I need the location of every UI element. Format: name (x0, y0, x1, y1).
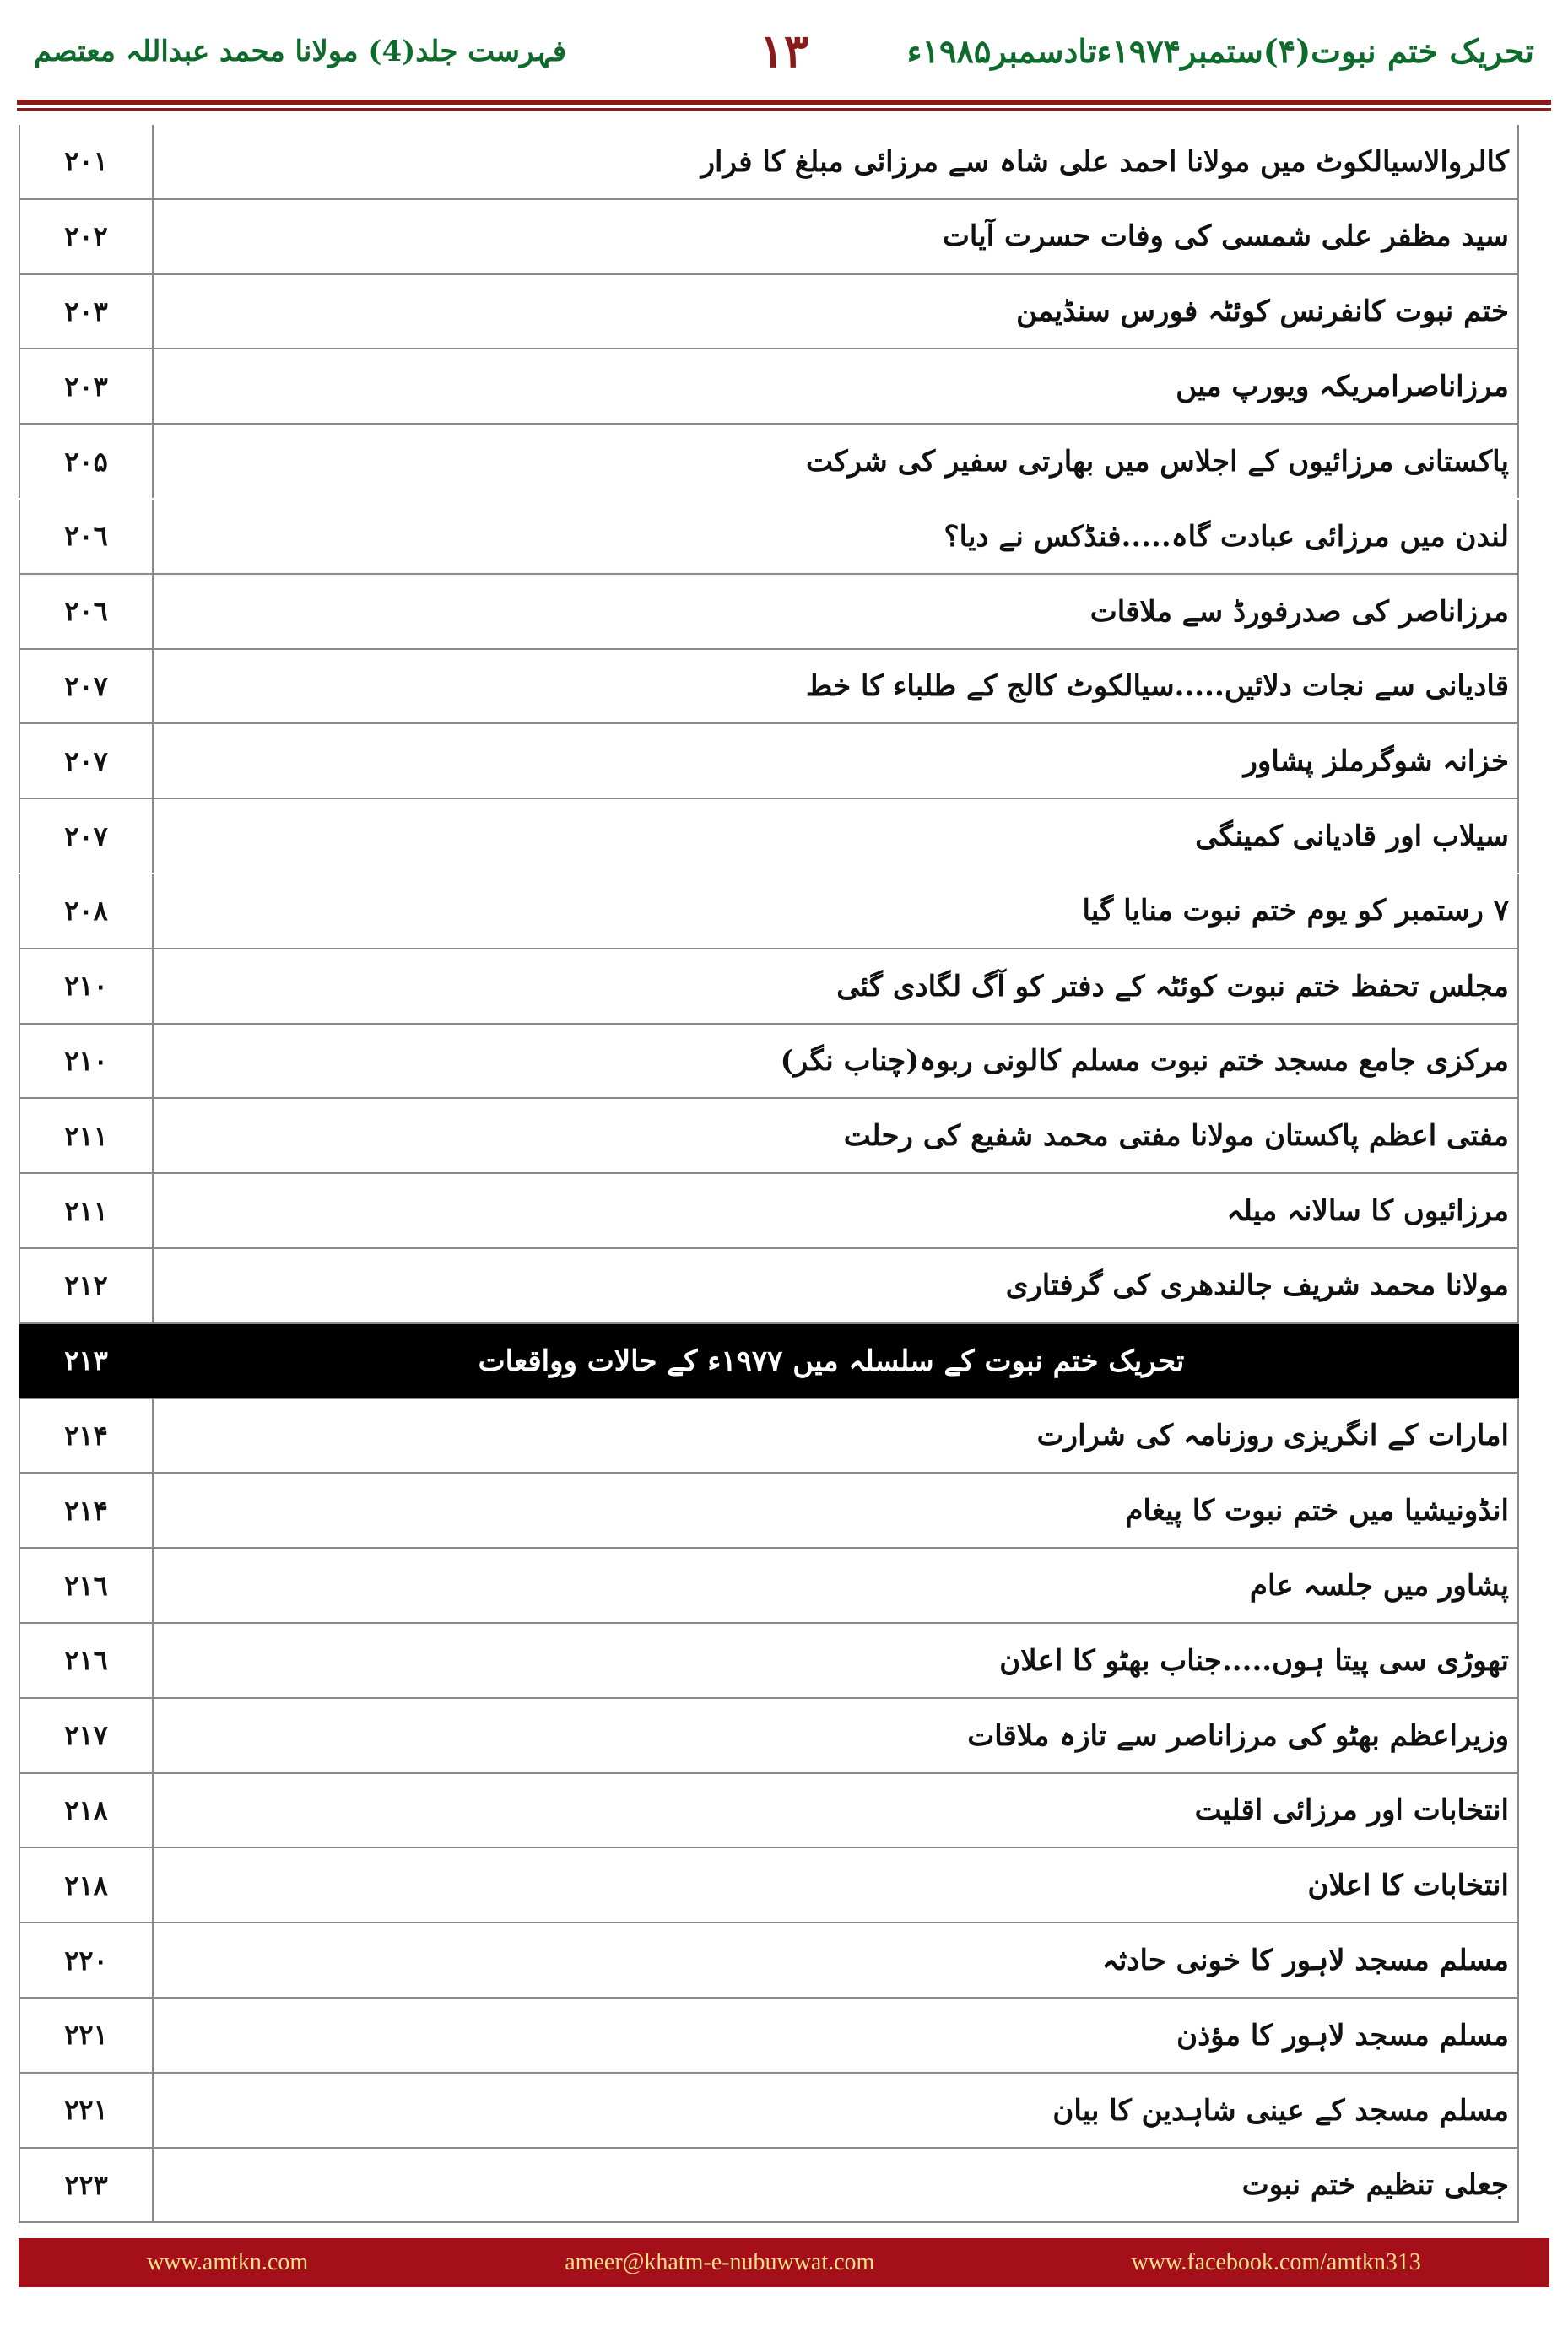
entry-title: مفتی اعظم پاکستان مولانا مفتی محمد شفیع کی رحلت (154, 1099, 1519, 1172)
entry-title: مسلم مسجد لاہور کا مؤذن (154, 1999, 1519, 2072)
page-header (0, 0, 1568, 101)
page-number-cell: ۲۱۱ (19, 1099, 154, 1172)
entry-title: سید مظفر علی شمسی کی وفات حسرت آیات (154, 200, 1519, 273)
page-number-cell: ۲۲۱ (19, 2074, 154, 2147)
page-number-cell: ۲۰۲ (19, 200, 154, 273)
page-number-cell: ۲۱۳ (19, 1324, 154, 1398)
table-row (19, 1848, 1519, 1923)
table-row (19, 1099, 1519, 1174)
table-row (19, 2074, 1519, 2149)
table-row (19, 275, 1519, 350)
section-header-row (19, 1324, 1519, 1399)
page-number: ١٣ (759, 24, 809, 78)
page-number-cell: ۲۰٦ (19, 575, 154, 648)
entry-title: مرزائیوں کا سالانہ میلہ (154, 1174, 1519, 1247)
footer-website[interactable]: www.amtkn.com (147, 2249, 309, 2275)
entry-title: خزانہ شوگرملز پشاور (154, 724, 1519, 798)
table-row (19, 1549, 1519, 1624)
page-number-cell: ۲۲۰ (19, 1923, 154, 1997)
table-row (19, 1025, 1519, 1100)
entry-title: انڈونیشیا میں ختم نبوت کا پیغام (154, 1474, 1519, 1547)
page-number-cell: ۲۰۵ (19, 425, 154, 498)
page-number-cell: ۲۲۱ (19, 1999, 154, 2072)
entry-title: کالروالاسیالکوٹ میں مولانا احمد علی شاہ سے مرزائی مبلغ کا فرار (154, 125, 1519, 198)
page-number-cell: ۲۱۴ (19, 1474, 154, 1547)
page-number-cell: ۲۱۸ (19, 1848, 154, 1922)
page-number-cell: ۲۱۴ (19, 1399, 154, 1473)
entry-title: انتخابات اور مرزائی اقلیت (154, 1774, 1519, 1847)
footer-email[interactable]: ameer@khatm-e-nubuwwat.com (565, 2249, 875, 2275)
book-title: تحریک ختم نبوت(۴)ستمبر۱۹۷۴ءتادسمبر۱۹۸۵ء (906, 32, 1534, 70)
page-number-cell: ۲۰۳ (19, 349, 154, 423)
table-row (19, 1923, 1519, 1999)
entry-title: مسلم مسجد کے عینی شاہدین کا بیان (154, 2074, 1519, 2147)
page-number-cell: ۲۰۳ (19, 275, 154, 349)
entry-title: وزیراعظم بھٹو کی مرزاناصر سے تازہ ملاقات (154, 1699, 1519, 1772)
entry-title: مرکزی جامع مسجد ختم نبوت مسلم کالونی ربوہ(چناب نگر) (154, 1025, 1519, 1098)
entry-title: انتخابات کا اعلان (154, 1848, 1519, 1922)
table-row (19, 1249, 1519, 1324)
footer-facebook[interactable]: www.facebook.com/amtkn313 (1131, 2249, 1421, 2275)
table-row (19, 575, 1519, 650)
table-row (19, 500, 1519, 575)
table-row (19, 200, 1519, 275)
entry-title: مسلم مسجد لاہور کا خونی حادثہ (154, 1923, 1519, 1997)
page-number-cell: ۲۰۷ (19, 799, 154, 873)
table-row (19, 1699, 1519, 1774)
table-row (19, 724, 1519, 799)
page-number-cell: ۲۱۰ (19, 949, 154, 1023)
table-row (19, 949, 1519, 1025)
section-title: تحریک ختم نبوت کے سلسلہ میں ۱۹۷۷ء کے حالات وواقعات (154, 1324, 1519, 1398)
index-title: فہرست جلد(4) مولانا محمد عبداللہ معتصم (34, 35, 566, 68)
entry-title: قادیانی سے نجات دلائیں.....سیالکوٹ کالج کے طلباء کا خط (154, 650, 1519, 723)
entry-title: پشاور میں جلسہ عام (154, 1549, 1519, 1622)
entry-title: مولانا محمد شریف جالندھری کی گرفتاری (154, 1249, 1519, 1322)
page-number-cell: ۲۱۱ (19, 1174, 154, 1247)
table-row (19, 125, 1519, 200)
entry-title: سیلاب اور قادیانی کمینگی (154, 799, 1519, 873)
page-number-cell: ۲۱۰ (19, 1025, 154, 1098)
entry-title: مرزاناصرامریکہ ویورپ میں (154, 349, 1519, 423)
table-row (19, 1399, 1519, 1474)
header-rule-thin (17, 108, 1551, 111)
header-rule-thick (17, 100, 1551, 105)
page-number-cell: ۲۰۷ (19, 724, 154, 798)
table-row (19, 1624, 1519, 1699)
page-number-cell: ۲۰۱ (19, 125, 154, 198)
page-number-cell: ۲۱٦ (19, 1549, 154, 1622)
table-row (19, 1774, 1519, 1849)
page-footer (19, 2238, 1549, 2287)
table-row (19, 425, 1519, 500)
entry-title: پاکستانی مرزائیوں کے اجلاس میں بھارتی سفیر کی شرکت (154, 425, 1519, 498)
page-number-cell: ۲۱۸ (19, 1774, 154, 1847)
page-number-cell: ۲۰۷ (19, 650, 154, 723)
table-of-contents (19, 125, 1519, 2223)
page-number-cell: ۲۱۷ (19, 1699, 154, 1772)
table-row (19, 650, 1519, 725)
entry-title: تھوڑی سی پیتا ہوں.....جناب بھٹو کا اعلان (154, 1624, 1519, 1697)
entry-title: مرزاناصر کی صدرفورڈ سے ملاقات (154, 575, 1519, 648)
table-row (19, 799, 1519, 874)
entry-title: جعلی تنظیم ختم نبوت (154, 2149, 1519, 2222)
page-number-cell: ۲۱۲ (19, 1249, 154, 1322)
table-row (19, 2149, 1519, 2224)
entry-title: مجلس تحفظ ختم نبوت کوئٹہ کے دفتر کو آگ لگادی گئی (154, 949, 1519, 1023)
entry-title: امارات کے انگریزی روزنامہ کی شرارت (154, 1399, 1519, 1473)
table-row (19, 1174, 1519, 1249)
page-number-cell: ۲۲۳ (19, 2149, 154, 2222)
table-row (19, 1999, 1519, 2074)
page-number-cell: ۲۰۸ (19, 874, 154, 948)
page-number-cell: ۲۰٦ (19, 500, 154, 573)
entry-title: ختم نبوت کانفرنس کوئٹہ فورس سنڈیمن (154, 275, 1519, 349)
table-row (19, 349, 1519, 425)
table-row (19, 874, 1519, 949)
entry-title: ۷ رستمبر کو یوم ختم نبوت منایا گیا (154, 874, 1519, 948)
page-number-cell: ۲۱٦ (19, 1624, 154, 1697)
entry-title: لندن میں مرزائی عبادت گاہ.....فنڈکس نے دیا؟ (154, 500, 1519, 573)
table-row (19, 1474, 1519, 1549)
